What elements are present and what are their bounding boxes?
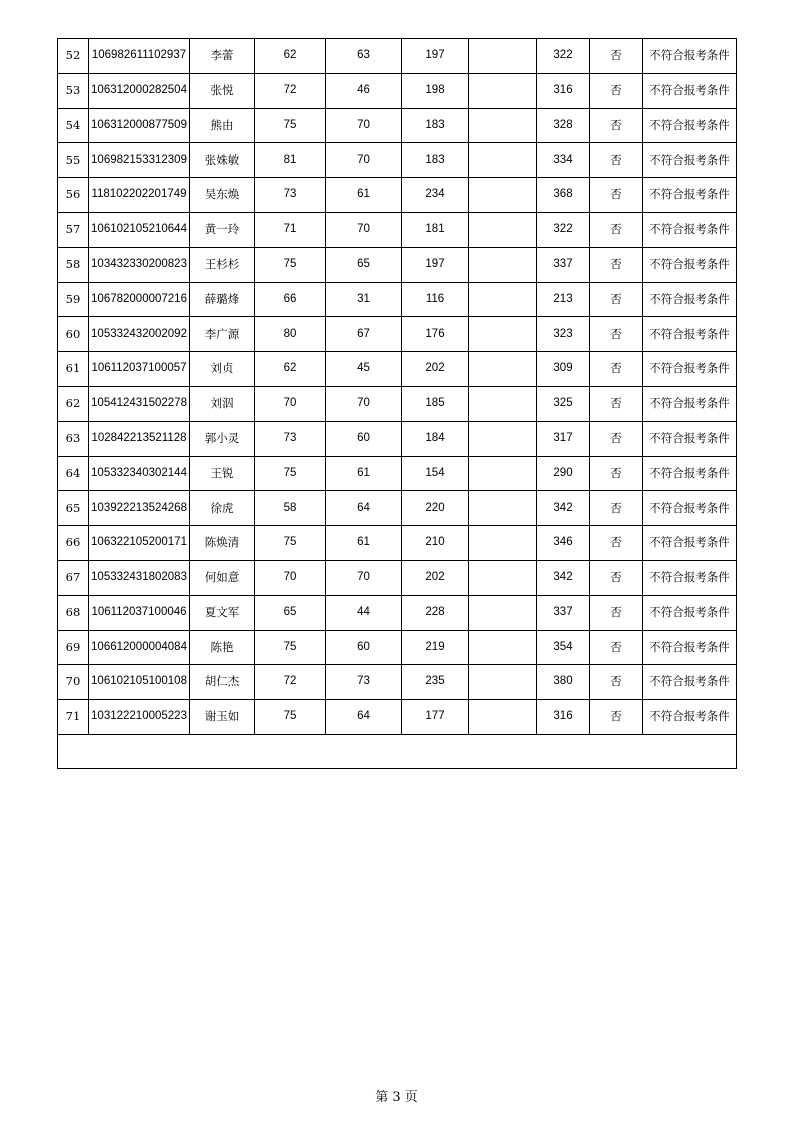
- cell-qualified: 否: [590, 386, 643, 421]
- cell-remark: 不符合报考条件: [643, 282, 737, 317]
- empty-cell: [58, 734, 737, 768]
- cell-total: 342: [537, 560, 590, 595]
- cell-name: 陈艳: [190, 630, 255, 665]
- cell-total: 317: [537, 421, 590, 456]
- cell-remark: 不符合报考条件: [643, 317, 737, 352]
- cell-total: 213: [537, 282, 590, 317]
- cell-score-2: 67: [326, 317, 402, 352]
- cell-candidate-id: 106312000877509: [89, 108, 190, 143]
- cell-qualified: 否: [590, 491, 643, 526]
- cell-score-1: 75: [255, 247, 326, 282]
- cell-score-3: 202: [402, 560, 469, 595]
- cell-score-1: 71: [255, 212, 326, 247]
- cell-candidate-id: 103922213524268: [89, 491, 190, 526]
- cell-candidate-id: 106782000007216: [89, 282, 190, 317]
- cell-candidate-id: 105412431502278: [89, 386, 190, 421]
- cell-score-4: [469, 178, 537, 213]
- cell-seq: 52: [58, 39, 89, 74]
- cell-qualified: 否: [590, 39, 643, 74]
- cell-qualified: 否: [590, 595, 643, 630]
- cell-score-1: 72: [255, 665, 326, 700]
- cell-name: 何如意: [190, 560, 255, 595]
- cell-score-2: 64: [326, 491, 402, 526]
- cell-qualified: 否: [590, 143, 643, 178]
- page-number: 第 3 页: [375, 1090, 418, 1105]
- cell-total: 316: [537, 700, 590, 735]
- table-row: [58, 456, 737, 491]
- cell-qualified: 否: [590, 178, 643, 213]
- cell-score-1: 72: [255, 73, 326, 108]
- cell-remark: 不符合报考条件: [643, 178, 737, 213]
- cell-qualified: 否: [590, 526, 643, 561]
- cell-candidate-id: 106112037100057: [89, 352, 190, 387]
- cell-score-4: [469, 247, 537, 282]
- cell-name: 李蕾: [190, 39, 255, 74]
- cell-remark: 不符合报考条件: [643, 108, 737, 143]
- cell-total: 325: [537, 386, 590, 421]
- cell-score-3: 228: [402, 595, 469, 630]
- cell-seq: 60: [58, 317, 89, 352]
- cell-name: 薛璐烽: [190, 282, 255, 317]
- table-row: [58, 39, 737, 74]
- cell-score-1: 73: [255, 421, 326, 456]
- cell-qualified: 否: [590, 247, 643, 282]
- cell-score-3: 185: [402, 386, 469, 421]
- cell-candidate-id: 106102105100108: [89, 665, 190, 700]
- cell-total: 328: [537, 108, 590, 143]
- table-row: [58, 700, 737, 735]
- cell-score-3: 181: [402, 212, 469, 247]
- results-table: [57, 38, 737, 769]
- cell-seq: 61: [58, 352, 89, 387]
- table-row: [58, 282, 737, 317]
- cell-candidate-id: 103122210005223: [89, 700, 190, 735]
- cell-candidate-id: 105332340302144: [89, 456, 190, 491]
- cell-score-2: 61: [326, 178, 402, 213]
- cell-remark: 不符合报考条件: [643, 560, 737, 595]
- cell-candidate-id: 106982153312309: [89, 143, 190, 178]
- cell-seq: 66: [58, 526, 89, 561]
- cell-score-1: 70: [255, 386, 326, 421]
- cell-total: 342: [537, 491, 590, 526]
- cell-score-3: 184: [402, 421, 469, 456]
- cell-seq: 56: [58, 178, 89, 213]
- cell-qualified: 否: [590, 560, 643, 595]
- cell-score-4: [469, 421, 537, 456]
- table-row: [58, 108, 737, 143]
- cell-qualified: 否: [590, 700, 643, 735]
- cell-name: 熊由: [190, 108, 255, 143]
- cell-remark: 不符合报考条件: [643, 665, 737, 700]
- table-row: [58, 247, 737, 282]
- cell-score-1: 73: [255, 178, 326, 213]
- table-row: [58, 560, 737, 595]
- cell-score-2: 70: [326, 143, 402, 178]
- cell-score-3: 116: [402, 282, 469, 317]
- cell-remark: 不符合报考条件: [643, 73, 737, 108]
- cell-score-4: [469, 73, 537, 108]
- cell-total: 322: [537, 39, 590, 74]
- cell-score-3: 197: [402, 39, 469, 74]
- cell-score-1: 75: [255, 456, 326, 491]
- cell-candidate-id: 105332432002092: [89, 317, 190, 352]
- cell-score-1: 81: [255, 143, 326, 178]
- cell-total: 290: [537, 456, 590, 491]
- cell-name: 刘泅: [190, 386, 255, 421]
- cell-score-3: 210: [402, 526, 469, 561]
- cell-total: 334: [537, 143, 590, 178]
- cell-score-1: 66: [255, 282, 326, 317]
- cell-score-1: 62: [255, 39, 326, 74]
- cell-score-4: [469, 39, 537, 74]
- cell-seq: 64: [58, 456, 89, 491]
- cell-score-3: 219: [402, 630, 469, 665]
- cell-candidate-id: 103432330200823: [89, 247, 190, 282]
- cell-score-4: [469, 143, 537, 178]
- table-row: [58, 317, 737, 352]
- cell-name: 张悦: [190, 73, 255, 108]
- cell-name: 黄一玲: [190, 212, 255, 247]
- cell-score-4: [469, 491, 537, 526]
- cell-score-3: 154: [402, 456, 469, 491]
- cell-remark: 不符合报考条件: [643, 700, 737, 735]
- cell-candidate-id: 106322105200171: [89, 526, 190, 561]
- cell-remark: 不符合报考条件: [643, 386, 737, 421]
- cell-seq: 65: [58, 491, 89, 526]
- cell-score-2: 60: [326, 421, 402, 456]
- cell-candidate-id: 102842213521128: [89, 421, 190, 456]
- cell-score-3: 234: [402, 178, 469, 213]
- table-row: [58, 212, 737, 247]
- cell-seq: 57: [58, 212, 89, 247]
- cell-name: 刘贞: [190, 352, 255, 387]
- cell-score-4: [469, 386, 537, 421]
- cell-total: 316: [537, 73, 590, 108]
- cell-total: 323: [537, 317, 590, 352]
- cell-candidate-id: 106112037100046: [89, 595, 190, 630]
- cell-score-2: 70: [326, 108, 402, 143]
- cell-score-2: 60: [326, 630, 402, 665]
- cell-qualified: 否: [590, 352, 643, 387]
- cell-name: 郭小灵: [190, 421, 255, 456]
- table-row: [58, 352, 737, 387]
- cell-candidate-id: 105332431802083: [89, 560, 190, 595]
- cell-score-2: 64: [326, 700, 402, 735]
- cell-score-1: 75: [255, 630, 326, 665]
- cell-seq: 54: [58, 108, 89, 143]
- cell-score-2: 46: [326, 73, 402, 108]
- cell-name: 李广源: [190, 317, 255, 352]
- cell-qualified: 否: [590, 212, 643, 247]
- cell-name: 胡仁杰: [190, 665, 255, 700]
- table-row: [58, 595, 737, 630]
- cell-seq: 63: [58, 421, 89, 456]
- table-row-empty: [58, 734, 737, 768]
- cell-score-4: [469, 352, 537, 387]
- cell-total: 354: [537, 630, 590, 665]
- table-row: [58, 421, 737, 456]
- table-body: [58, 39, 737, 769]
- table-row: [58, 665, 737, 700]
- cell-score-1: 80: [255, 317, 326, 352]
- cell-score-4: [469, 700, 537, 735]
- cell-name: 谢玉如: [190, 700, 255, 735]
- cell-score-4: [469, 282, 537, 317]
- cell-score-2: 70: [326, 560, 402, 595]
- cell-score-2: 61: [326, 456, 402, 491]
- cell-score-2: 70: [326, 212, 402, 247]
- cell-score-4: [469, 317, 537, 352]
- cell-score-2: 65: [326, 247, 402, 282]
- cell-score-2: 31: [326, 282, 402, 317]
- cell-seq: 53: [58, 73, 89, 108]
- cell-seq: 70: [58, 665, 89, 700]
- cell-score-4: [469, 212, 537, 247]
- table-row: [58, 178, 737, 213]
- cell-score-1: 58: [255, 491, 326, 526]
- cell-total: 322: [537, 212, 590, 247]
- cell-score-3: 198: [402, 73, 469, 108]
- cell-total: 380: [537, 665, 590, 700]
- cell-remark: 不符合报考条件: [643, 491, 737, 526]
- cell-name: 吴东焕: [190, 178, 255, 213]
- cell-qualified: 否: [590, 73, 643, 108]
- cell-remark: 不符合报考条件: [643, 421, 737, 456]
- cell-score-1: 75: [255, 108, 326, 143]
- cell-score-3: 197: [402, 247, 469, 282]
- cell-qualified: 否: [590, 108, 643, 143]
- cell-score-2: 70: [326, 386, 402, 421]
- cell-name: 夏文军: [190, 595, 255, 630]
- cell-remark: 不符合报考条件: [643, 39, 737, 74]
- cell-candidate-id: 106312000282504: [89, 73, 190, 108]
- cell-qualified: 否: [590, 456, 643, 491]
- cell-seq: 59: [58, 282, 89, 317]
- cell-score-3: 177: [402, 700, 469, 735]
- cell-remark: 不符合报考条件: [643, 630, 737, 665]
- cell-score-4: [469, 665, 537, 700]
- cell-seq: 55: [58, 143, 89, 178]
- cell-name: 徐虎: [190, 491, 255, 526]
- cell-remark: 不符合报考条件: [643, 456, 737, 491]
- cell-score-2: 63: [326, 39, 402, 74]
- cell-score-1: 70: [255, 560, 326, 595]
- cell-remark: 不符合报考条件: [643, 212, 737, 247]
- cell-score-3: 183: [402, 143, 469, 178]
- cell-score-3: 183: [402, 108, 469, 143]
- cell-total: 346: [537, 526, 590, 561]
- cell-score-1: 65: [255, 595, 326, 630]
- cell-score-2: 73: [326, 665, 402, 700]
- cell-candidate-id: 106982611102937: [89, 39, 190, 74]
- cell-score-1: 75: [255, 526, 326, 561]
- cell-qualified: 否: [590, 630, 643, 665]
- cell-seq: 71: [58, 700, 89, 735]
- cell-seq: 58: [58, 247, 89, 282]
- cell-score-1: 75: [255, 700, 326, 735]
- table-row: [58, 143, 737, 178]
- cell-qualified: 否: [590, 421, 643, 456]
- table-row: [58, 491, 737, 526]
- table-row: [58, 386, 737, 421]
- cell-score-2: 45: [326, 352, 402, 387]
- cell-candidate-id: 106612000004084: [89, 630, 190, 665]
- cell-name: 陈焕清: [190, 526, 255, 561]
- cell-total: 368: [537, 178, 590, 213]
- cell-score-3: 176: [402, 317, 469, 352]
- table-row: [58, 73, 737, 108]
- cell-score-4: [469, 560, 537, 595]
- cell-remark: 不符合报考条件: [643, 247, 737, 282]
- cell-name: 王杉杉: [190, 247, 255, 282]
- cell-candidate-id: 118102202201749: [89, 178, 190, 213]
- cell-score-4: [469, 595, 537, 630]
- cell-total: 337: [537, 595, 590, 630]
- cell-total: 337: [537, 247, 590, 282]
- cell-score-4: [469, 108, 537, 143]
- cell-seq: 62: [58, 386, 89, 421]
- cell-name: 王锐: [190, 456, 255, 491]
- cell-score-4: [469, 456, 537, 491]
- cell-remark: 不符合报考条件: [643, 143, 737, 178]
- cell-seq: 67: [58, 560, 89, 595]
- cell-candidate-id: 106102105210644: [89, 212, 190, 247]
- cell-score-2: 61: [326, 526, 402, 561]
- cell-seq: 69: [58, 630, 89, 665]
- cell-seq: 68: [58, 595, 89, 630]
- cell-qualified: 否: [590, 282, 643, 317]
- cell-score-2: 44: [326, 595, 402, 630]
- cell-score-4: [469, 630, 537, 665]
- table-row: [58, 526, 737, 561]
- cell-remark: 不符合报考条件: [643, 352, 737, 387]
- cell-score-1: 62: [255, 352, 326, 387]
- cell-qualified: 否: [590, 317, 643, 352]
- cell-score-3: 220: [402, 491, 469, 526]
- cell-score-3: 235: [402, 665, 469, 700]
- cell-score-3: 202: [402, 352, 469, 387]
- cell-name: 张姝敏: [190, 143, 255, 178]
- cell-total: 309: [537, 352, 590, 387]
- cell-qualified: 否: [590, 665, 643, 700]
- cell-remark: 不符合报考条件: [643, 595, 737, 630]
- cell-remark: 不符合报考条件: [643, 526, 737, 561]
- table-row: [58, 630, 737, 665]
- cell-score-4: [469, 526, 537, 561]
